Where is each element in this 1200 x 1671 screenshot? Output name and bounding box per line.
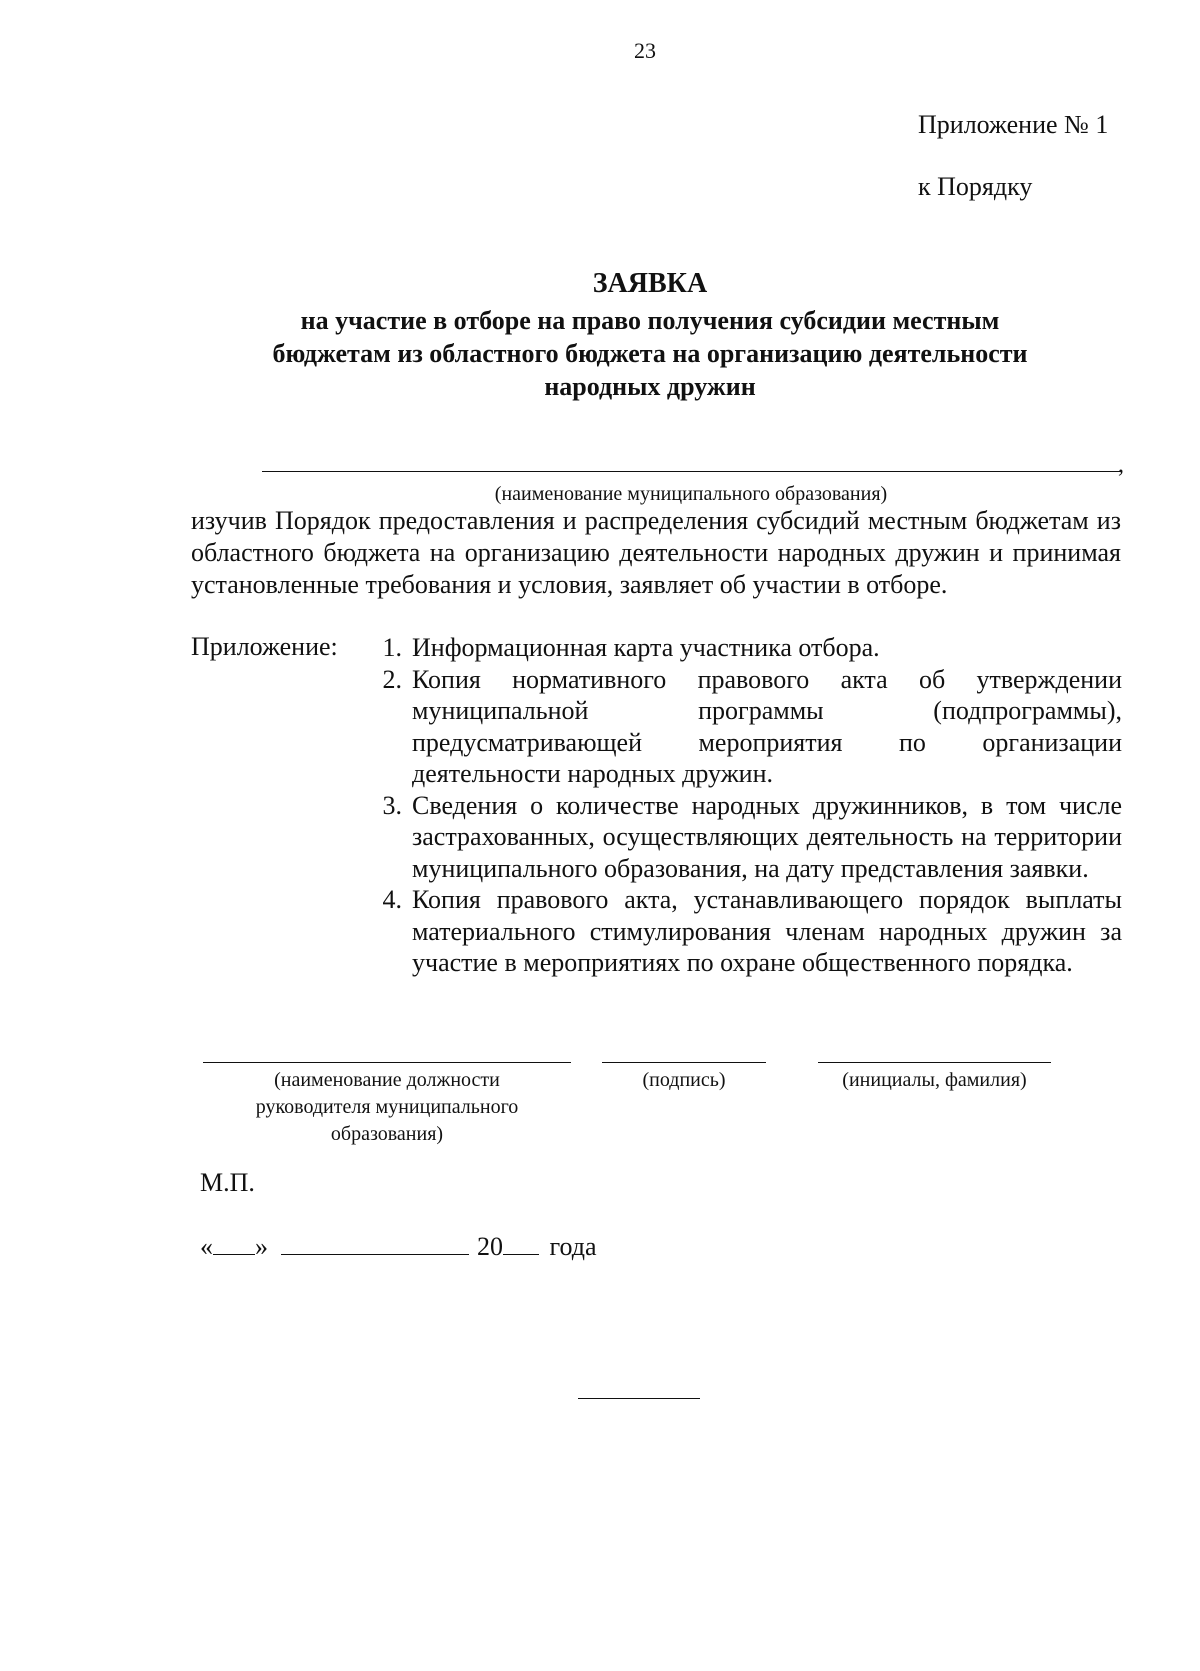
annex-number: Приложение № 1 xyxy=(918,110,1109,139)
end-separator xyxy=(578,1398,700,1399)
year-prefix: 20 xyxy=(477,1232,503,1261)
date-line xyxy=(200,1232,597,1262)
item-text: Информационная карта участника отбора. xyxy=(412,633,880,662)
subtitle-line: народных дружин xyxy=(544,372,756,401)
name-caption: (инициалы, фамилия) xyxy=(842,1069,1027,1091)
attachments-label: Приложение: xyxy=(191,632,338,661)
caption-line: образования) xyxy=(330,1123,444,1145)
seal-label: М.П. xyxy=(200,1168,255,1197)
document-title: ЗАЯВКА xyxy=(592,268,708,299)
item-text: Сведения о количестве народных дружинников, в том числе застрахованных, осуществляющих деятельность на территории муниципального образования, на дату представления заявки. xyxy=(412,790,1122,883)
item-number: 4. xyxy=(382,885,402,914)
page-number: 23 xyxy=(634,38,656,63)
trailing-comma: , xyxy=(1118,452,1124,478)
signature-caption: (подпись) xyxy=(642,1069,726,1091)
subtitle-line: на участие в отборе на право получения субсидии местным xyxy=(300,306,1000,335)
item-number: 1. xyxy=(382,633,402,662)
item-number: 3. xyxy=(382,790,402,820)
municipality-caption: (наименование муниципального образования) xyxy=(494,483,888,505)
item-text: Копия нормативного правового акта об утверждении муниципальной программы (подпрограммы), предусматривающей мероприятия по организации деятельности народных дружин. xyxy=(412,664,1122,788)
signature-line[interactable] xyxy=(602,1062,766,1063)
open-quote: « xyxy=(200,1232,213,1261)
list-item xyxy=(360,884,1122,979)
caption-line: руководителя муниципального xyxy=(255,1096,519,1118)
attachments-list xyxy=(360,632,1122,979)
day-blank[interactable] xyxy=(213,1232,255,1255)
close-quote: » xyxy=(255,1232,268,1261)
item-number: 2. xyxy=(382,664,402,694)
caption-line: (наименование должности xyxy=(274,1069,500,1091)
list-item xyxy=(360,790,1122,885)
body-paragraph: изучив Порядок предоставления и распределения субсидий местным бюджетам из областного бюджета на организацию деятельности народных дружин и принимая установленные требования и условия, заявляет об участии в отборе. xyxy=(191,506,1121,599)
document-subtitle xyxy=(240,304,1060,403)
list-item xyxy=(360,632,1122,664)
subtitle-line: бюджетам из областного бюджета на организацию деятельности xyxy=(272,339,1028,368)
year-suffix: года xyxy=(549,1232,597,1261)
list-item xyxy=(360,664,1122,790)
name-line[interactable] xyxy=(818,1062,1051,1063)
annex-reference: к Порядку xyxy=(918,172,1033,201)
municipality-name-line[interactable] xyxy=(262,471,1120,472)
position-caption xyxy=(203,1067,571,1148)
item-text: Копия правового акта, устанавливающего порядок выплаты материального стимулирования членам народных дружин за участие в мероприятиях по охране общественного порядка. xyxy=(412,885,1122,977)
year-blank[interactable] xyxy=(503,1232,539,1255)
month-blank[interactable] xyxy=(281,1232,469,1255)
position-line[interactable] xyxy=(203,1062,571,1063)
